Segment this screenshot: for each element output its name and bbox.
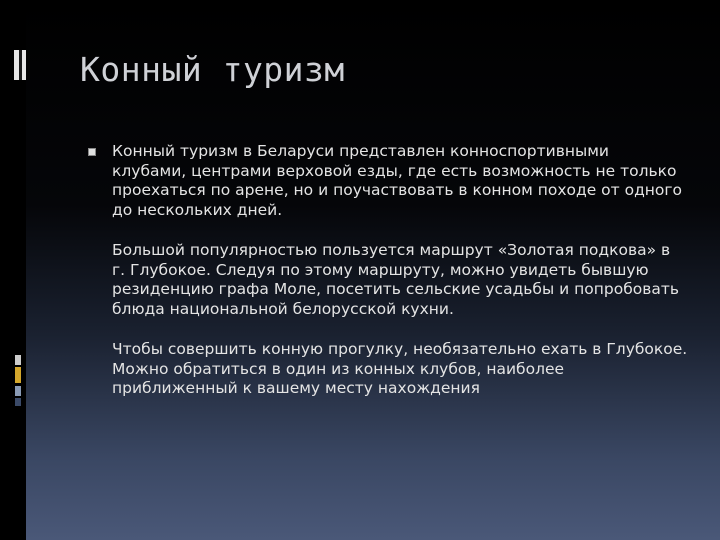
paragraph-1: Конный туризм в Беларуси представлен конноспортивными клубами, центрами верховой езды, где есть возможность не только проехаться по арене, но и поучаствовать в конном походе от одного до нескольких дней.: [112, 142, 683, 219]
slide-title: Конный туризм: [80, 50, 345, 89]
left-side-bar: [0, 0, 26, 540]
bullet-item: [88, 142, 688, 399]
paragraph-3: Чтобы совершить конную прогулку, необязательно ехать в Глубокое. Можно обратиться в один из конных клубов, наиболее приближенный к вашему месту нахождения: [112, 340, 688, 397]
decor-stripe-gray: [15, 355, 21, 365]
bullet-icon: [88, 148, 96, 156]
decor-stripe-gold: [15, 367, 21, 383]
decor-stripe-navy: [15, 398, 21, 406]
decor-stripe-top: [19, 50, 22, 80]
paragraph-2: Большой популярностью пользуется маршрут «Золотая подкова» в г. Глубокое. Следуя по этому маршруту, можно увидеть бывшую резиденцию графа Моле, посетить сельские усадьбы и попробовать блюда национальной белорусской кухни.: [112, 241, 680, 318]
slide-body: [88, 142, 688, 420]
decor-stripe-blue: [15, 386, 21, 396]
